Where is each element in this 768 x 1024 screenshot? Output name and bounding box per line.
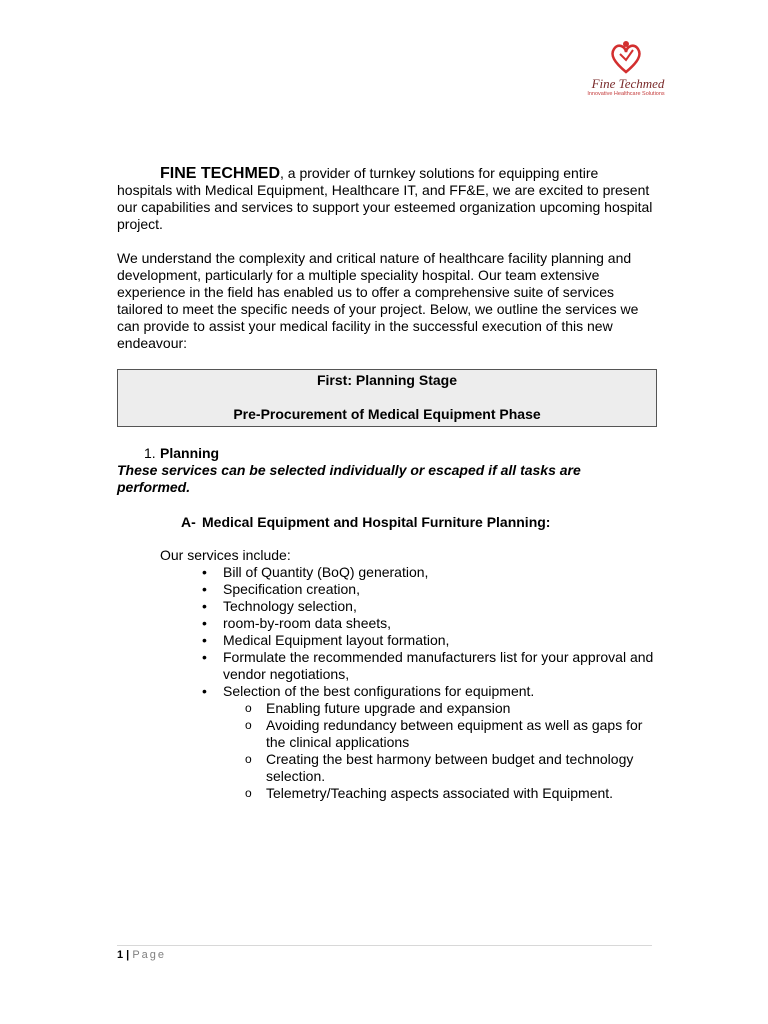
circle-bullet-icon: o	[245, 701, 252, 715]
circle-bullet-icon: o	[245, 752, 252, 766]
company-logo	[578, 38, 674, 100]
services-list	[117, 564, 657, 802]
section-a-letter: A-	[181, 514, 196, 530]
logo-name: Fine Techmed	[591, 76, 665, 91]
heart-logo-icon	[606, 38, 646, 78]
list-item-text: Selection of the best configurations for equipment.	[223, 683, 535, 699]
list-item-text: Specification creation,	[223, 581, 360, 597]
bullet-icon: •	[202, 581, 207, 597]
document-body	[117, 165, 657, 802]
services-intro: Our services include:	[160, 547, 291, 563]
sublist-item	[245, 717, 657, 751]
planning-note: These services can be selected individually or escaped if all tasks are performed.	[117, 462, 581, 495]
bullet-icon: •	[202, 615, 207, 631]
list-item	[202, 615, 657, 632]
list-item	[202, 683, 657, 802]
sublist-item-text: Avoiding redundancy between equipment as well as gaps for the clinical applications	[266, 717, 643, 750]
intro-paragraph	[117, 165, 657, 233]
list-item-text: Formulate the recommended manufacturers list for your approval and vendor negotiations,	[223, 649, 654, 682]
sublist-item-text: Creating the best harmony between budget and technology selection.	[266, 751, 634, 784]
list-item-text: Medical Equipment layout formation,	[223, 632, 450, 648]
sublist-item	[245, 700, 657, 717]
page-label: Page	[132, 949, 167, 961]
bullet-icon: •	[202, 632, 207, 648]
planning-heading	[117, 445, 657, 462]
list-item-text: Technology selection,	[223, 598, 357, 614]
list-item	[202, 581, 657, 598]
overview-paragraph: We understand the complexity and critical nature of healthcare facility planning and development, particularly for a multiple speciality hospital. Our team extensive experience in the field has enabled us to offer a comprehensive suite of services tailored to meet the specific needs of your project. Below, we outline the services we can provide to assist your medical facility in the successful execution of this new endeavour:	[117, 250, 639, 351]
brand-name: FINE TECHMED	[160, 165, 280, 182]
list-item	[202, 632, 657, 649]
intro-text: , a provider of turnkey solutions for equipping entire hospitals with Medical Equipment, Healthcare IT, and FF&E, we are excited to present our capabilities and services to support your esteemed organization upcoming hospital project.	[117, 165, 653, 232]
stage-title: First: Planning Stage	[316, 372, 457, 388]
page-separator: |	[123, 949, 133, 961]
bullet-icon: •	[202, 598, 207, 614]
circle-bullet-icon: o	[245, 718, 252, 732]
sublist-item	[245, 785, 657, 802]
list-item	[202, 564, 657, 581]
bullet-icon: •	[202, 564, 207, 580]
bullet-icon: •	[202, 649, 207, 665]
list-item	[202, 598, 657, 615]
list-item-text: Bill of Quantity (BoQ) generation,	[223, 564, 429, 580]
planning-number: 1.	[144, 445, 156, 461]
sublist-item	[245, 751, 657, 785]
logo-tagline: Innovative Healthcare Solutions	[587, 91, 665, 97]
list-item	[202, 649, 657, 683]
bullet-icon: •	[202, 683, 207, 699]
sublist-item-text: Enabling future upgrade and expansion	[266, 700, 511, 716]
footer-divider	[117, 945, 652, 946]
page-number: 1	[117, 949, 124, 961]
configuration-sublist	[223, 700, 657, 802]
page-footer	[117, 949, 166, 961]
stage-header-box	[117, 369, 657, 427]
planning-label: Planning	[160, 445, 220, 461]
section-a-title: Medical Equipment and Hospital Furniture Planning:	[202, 514, 551, 530]
list-item-text: room-by-room data sheets,	[223, 615, 392, 631]
circle-bullet-icon: o	[245, 786, 252, 800]
sublist-item-text: Telemetry/Teaching aspects associated with Equipment.	[266, 785, 614, 801]
section-a-heading	[117, 514, 657, 531]
stage-phase: Pre-Procurement of Medical Equipment Phase	[233, 406, 541, 422]
